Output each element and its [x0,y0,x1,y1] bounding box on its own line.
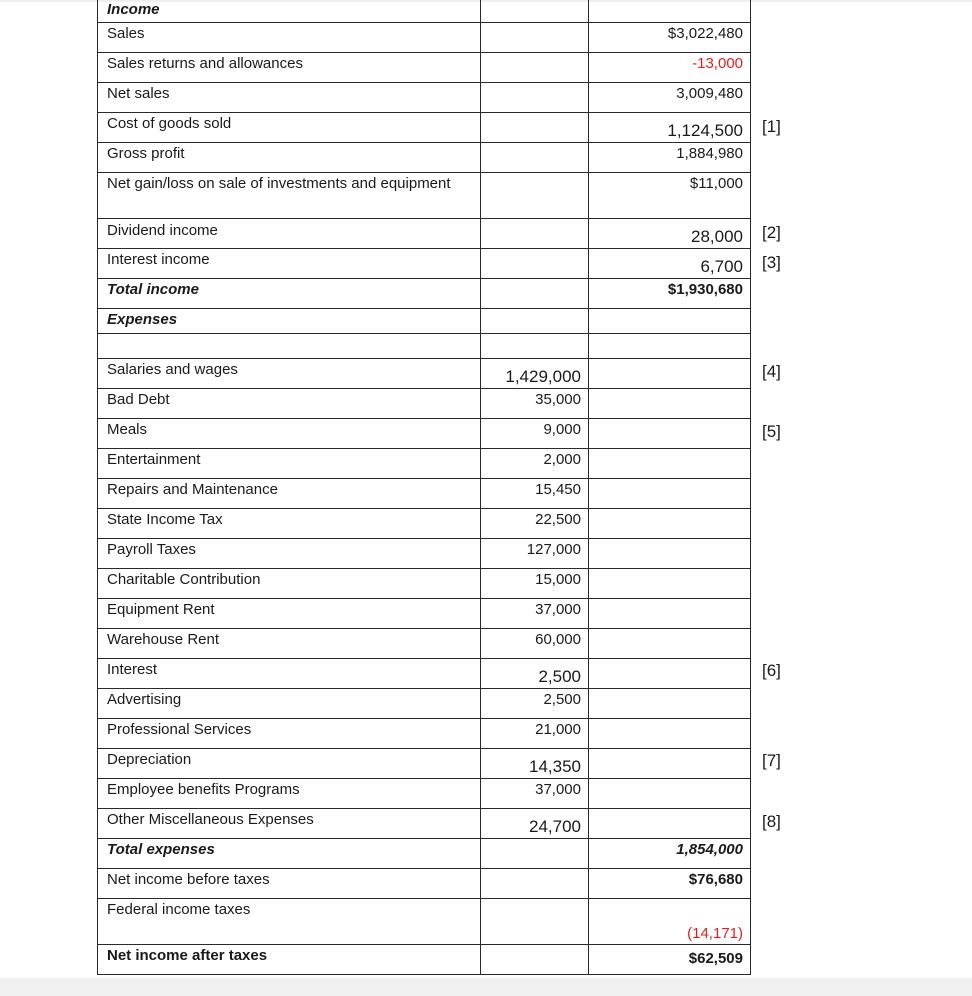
cell-amount-detail: 60,000 [481,629,589,659]
cell-amount-detail [481,219,589,249]
row-label: Employee benefits Programs [98,779,481,809]
cell-amount-detail [481,869,589,899]
table-row [98,659,751,689]
row-label: Payroll Taxes [98,539,481,569]
cell-total-income: $1,930,680 [589,279,751,309]
table-row [98,749,751,779]
footnote-marker-8: [8] [762,812,781,831]
cell-amount-detail: 24,700 [481,809,589,839]
cell-amount-total: $11,000 [589,173,751,219]
cell-amount-total: 6,700 [589,249,751,279]
row-label: Charitable Contribution [98,569,481,599]
cell-amount-detail [481,309,589,334]
cell-amount-total [589,809,751,839]
cell-amount-detail: 2,000 [481,449,589,479]
table-row [98,945,751,975]
cell-amount-detail: 22,500 [481,509,589,539]
cell-amount-total [589,479,751,509]
row-label-total-expenses: Total expenses [98,839,481,869]
table-row [98,809,751,839]
table-row [98,839,751,869]
row-label: Warehouse Rent [98,629,481,659]
row-label: Repairs and Maintenance [98,479,481,509]
cell-net-income-before-taxes: $76,680 [589,869,751,899]
table-row [98,279,751,309]
cell-amount-detail [481,0,589,23]
row-label: Net sales [98,83,481,113]
table-row [98,419,751,449]
cell-amount-detail [481,945,589,975]
footnote-marker-6: [6] [762,661,781,680]
cell-amount-total [589,599,751,629]
table-row [98,113,751,143]
table-row [98,0,751,23]
cell-net-income-after-taxes: $62,509 [589,945,751,975]
cell-amount-total [589,569,751,599]
table-row [98,599,751,629]
cell-amount-total [589,689,751,719]
row-label: Gross profit [98,143,481,173]
row-label: Salaries and wages [98,359,481,389]
cell-amount-detail [481,334,589,359]
table-row [98,359,751,389]
table-row [98,779,751,809]
row-label: Meals [98,419,481,449]
cell-amount-total [589,749,751,779]
table-row [98,389,751,419]
row-label: Sales [98,23,481,53]
income-statement-table [97,0,751,975]
section-heading-income: Income [98,0,481,23]
table-row [98,83,751,113]
table-row [98,173,751,219]
cell-amount-total [589,389,751,419]
row-label: Net gain/loss on sale of investments and equipment [98,173,481,219]
document-bottom-edge [0,978,972,996]
cell-amount-detail: 37,000 [481,779,589,809]
footnote-marker-2: [2] [762,223,781,242]
cell-amount-detail [481,23,589,53]
cell-amount-detail: 2,500 [481,659,589,689]
table-row [98,899,751,945]
row-label: Entertainment [98,449,481,479]
cell-amount-detail: 15,450 [481,479,589,509]
row-label: State Income Tax [98,509,481,539]
row-label: Professional Services [98,719,481,749]
table-row [98,23,751,53]
table-row [98,719,751,749]
table-row [98,309,751,334]
cell-amount-detail: 1,429,000 [481,359,589,389]
section-heading-expenses: Expenses [98,309,481,334]
footnote-marker-4: [4] [762,362,781,381]
cell-amount-detail [481,83,589,113]
row-label-total-income: Total income [98,279,481,309]
row-label: Net income before taxes [98,869,481,899]
row-label: Depreciation [98,749,481,779]
cell-amount-detail [481,279,589,309]
footnote-marker-5: [5] [762,422,781,441]
footnote-marker-1: [1] [762,117,781,136]
cell-amount-detail [481,53,589,83]
row-label: Interest income [98,249,481,279]
row-label: Interest [98,659,481,689]
cell-amount-detail [481,839,589,869]
cell-federal-income-taxes: (14,171) [589,899,751,945]
table-row [98,629,751,659]
cell-amount-total [589,309,751,334]
cell-amount-detail: 37,000 [481,599,589,629]
cell-amount-total [589,719,751,749]
cell-amount-total [589,419,751,449]
table-row [98,539,751,569]
table-row-empty [98,334,751,359]
cell-amount-detail: 14,350 [481,749,589,779]
cell-amount-detail [481,113,589,143]
footnote-marker-3: [3] [762,253,781,272]
row-label: Dividend income [98,219,481,249]
table-row [98,479,751,509]
cell-amount-total: $3,022,480 [589,23,751,53]
row-label: Advertising [98,689,481,719]
table-row [98,689,751,719]
cell-amount-total: 1,884,980 [589,143,751,173]
cell-amount-detail: 127,000 [481,539,589,569]
cell-amount-total: 1,124,500 [589,113,751,143]
cell-amount-total [589,0,751,23]
table-row [98,143,751,173]
cell-amount-detail [481,143,589,173]
footnote-marker-7: [7] [762,751,781,770]
cell-amount-total [589,539,751,569]
row-label: Cost of goods sold [98,113,481,143]
table-row [98,869,751,899]
row-label: Sales returns and allowances [98,53,481,83]
row-label [98,334,481,359]
table-row [98,219,751,249]
table-row [98,449,751,479]
row-label: Equipment Rent [98,599,481,629]
cell-amount-total [589,334,751,359]
cell-amount-detail [481,173,589,219]
cell-amount-detail: 9,000 [481,419,589,449]
table-row [98,569,751,599]
cell-amount-total [589,629,751,659]
cell-amount-total [589,449,751,479]
table-row [98,53,751,83]
cell-amount-detail: 15,000 [481,569,589,599]
cell-amount-total-negative: -13,000 [589,53,751,83]
row-label: Other Miscellaneous Expenses [98,809,481,839]
cell-amount-total [589,359,751,389]
table-row [98,509,751,539]
cell-amount-detail [481,249,589,279]
cell-amount-total [589,659,751,689]
cell-amount-total: 3,009,480 [589,83,751,113]
cell-amount-detail: 35,000 [481,389,589,419]
cell-amount-detail: 21,000 [481,719,589,749]
row-label: Bad Debt [98,389,481,419]
cell-amount-detail: 2,500 [481,689,589,719]
cell-amount-total [589,509,751,539]
cell-total-expenses: 1,854,000 [589,839,751,869]
row-label: Federal income taxes [98,899,481,945]
row-label-net-income-after-taxes: Net income after taxes [98,945,481,975]
table-row [98,249,751,279]
cell-amount-total: 28,000 [589,219,751,249]
cell-amount-total [589,779,751,809]
cell-amount-detail [481,899,589,945]
